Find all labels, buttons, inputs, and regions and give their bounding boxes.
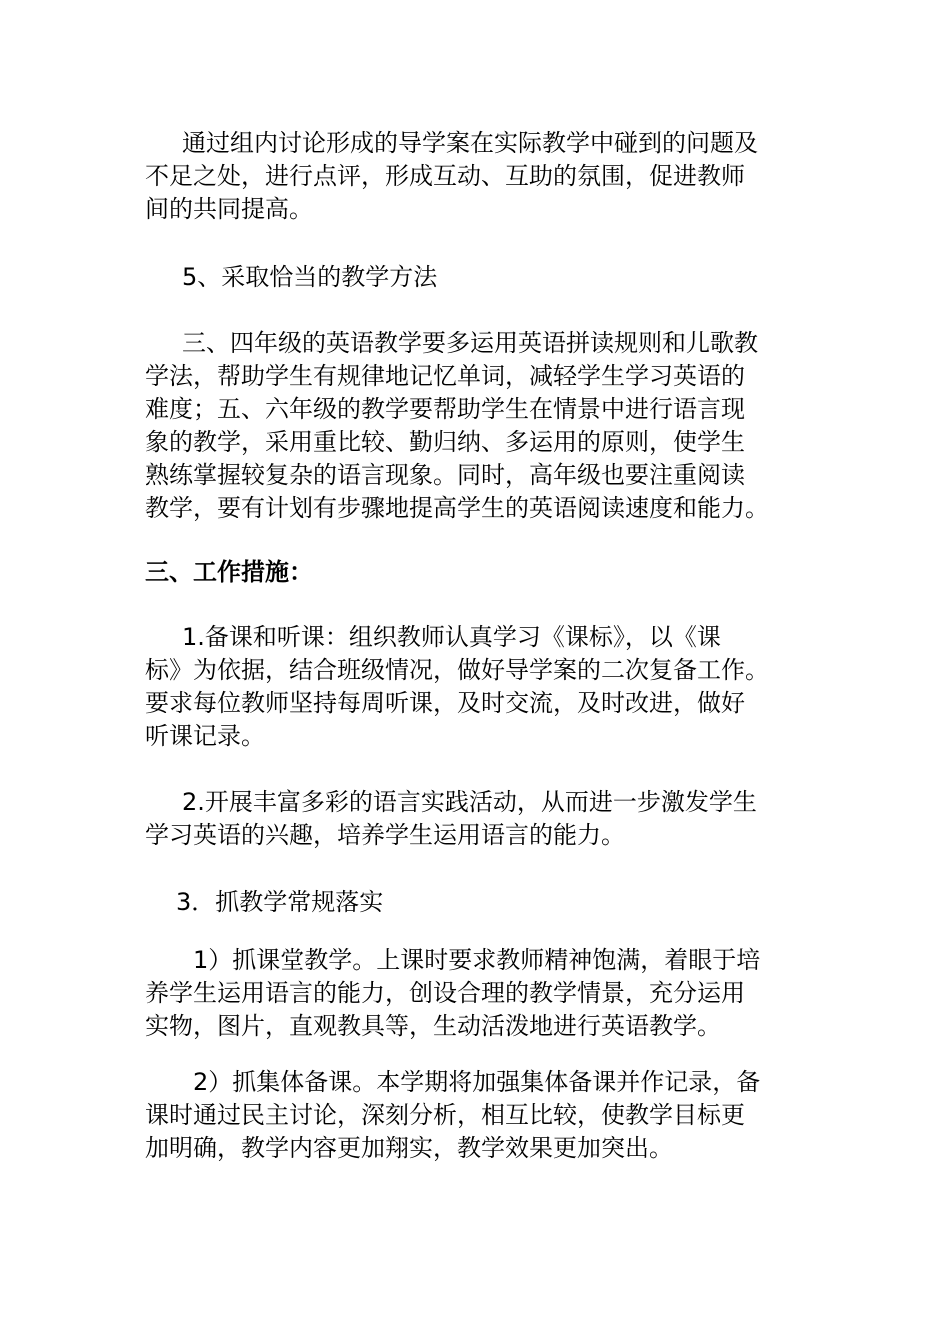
paragraph-line: 2.开展丰富多彩的语言实践活动，从而进一步激发学生 [182,788,757,816]
paragraph-line: 1）抓课堂教学。上课时要求教师精神饱满，着眼于培 [193,946,761,974]
paragraph-line: 听课记录。 [145,722,265,750]
paragraph-line: 教学，要有计划有步骤地提高学生的英语阅读速度和能力。 [145,494,769,522]
paragraph-line: 课时通过民主讨论，深刻分析，相互比较，使教学目标更 [145,1101,745,1129]
paragraph-line: 标》为依据，结合班级情况，做好导学案的二次复备工作。 [145,656,769,684]
section-heading: 三、工作措施： [145,558,313,586]
paragraph-line: 实物，图片，直观教具等，生动活泼地进行英语教学。 [145,1012,721,1040]
paragraph-line: 不足之处，进行点评，形成互动、互助的氛围，促进教师 [145,162,745,190]
paragraph-line: 加明确，教学内容更加翔实，教学效果更加突出。 [145,1134,673,1162]
paragraph-line: 难度；五、六年级的教学要帮助学生在情景中进行语言现 [145,395,745,423]
paragraph-line: 象的教学，采用重比较、勤归纳、多运用的原则，使学生 [145,428,745,456]
subheading-line: 5、采取恰当的教学方法 [182,263,438,291]
paragraph-line: 通过组内讨论形成的导学案在实际教学中碰到的问题及 [182,129,758,157]
paragraph-line: 2）抓集体备课。本学期将加强集体备课并作记录，备 [193,1068,761,1096]
paragraph-line: 间的共同提高。 [145,195,313,223]
paragraph-line: 学习英语的兴趣，培养学生运用语言的能力。 [145,821,625,849]
paragraph-line: 三、四年级的英语教学要多运用英语拼读规则和儿歌教 [182,329,758,357]
paragraph-line: 要求每位教师坚持每周听课，及时交流，及时改进，做好 [145,689,745,717]
subheading-line: 3．抓教学常规落实 [176,888,384,916]
paragraph-line: 养学生运用语言的能力，创设合理的教学情景，充分运用 [145,979,745,1007]
paragraph-line: 学法，帮助学生有规律地记忆单词，减轻学生学习英语的 [145,362,745,390]
paragraph-line: 1.备课和听课：组织教师认真学习《课标》，以《课 [182,623,721,651]
paragraph-line: 熟练掌握较复杂的语言现象。同时，高年级也要注重阅读 [145,461,745,489]
